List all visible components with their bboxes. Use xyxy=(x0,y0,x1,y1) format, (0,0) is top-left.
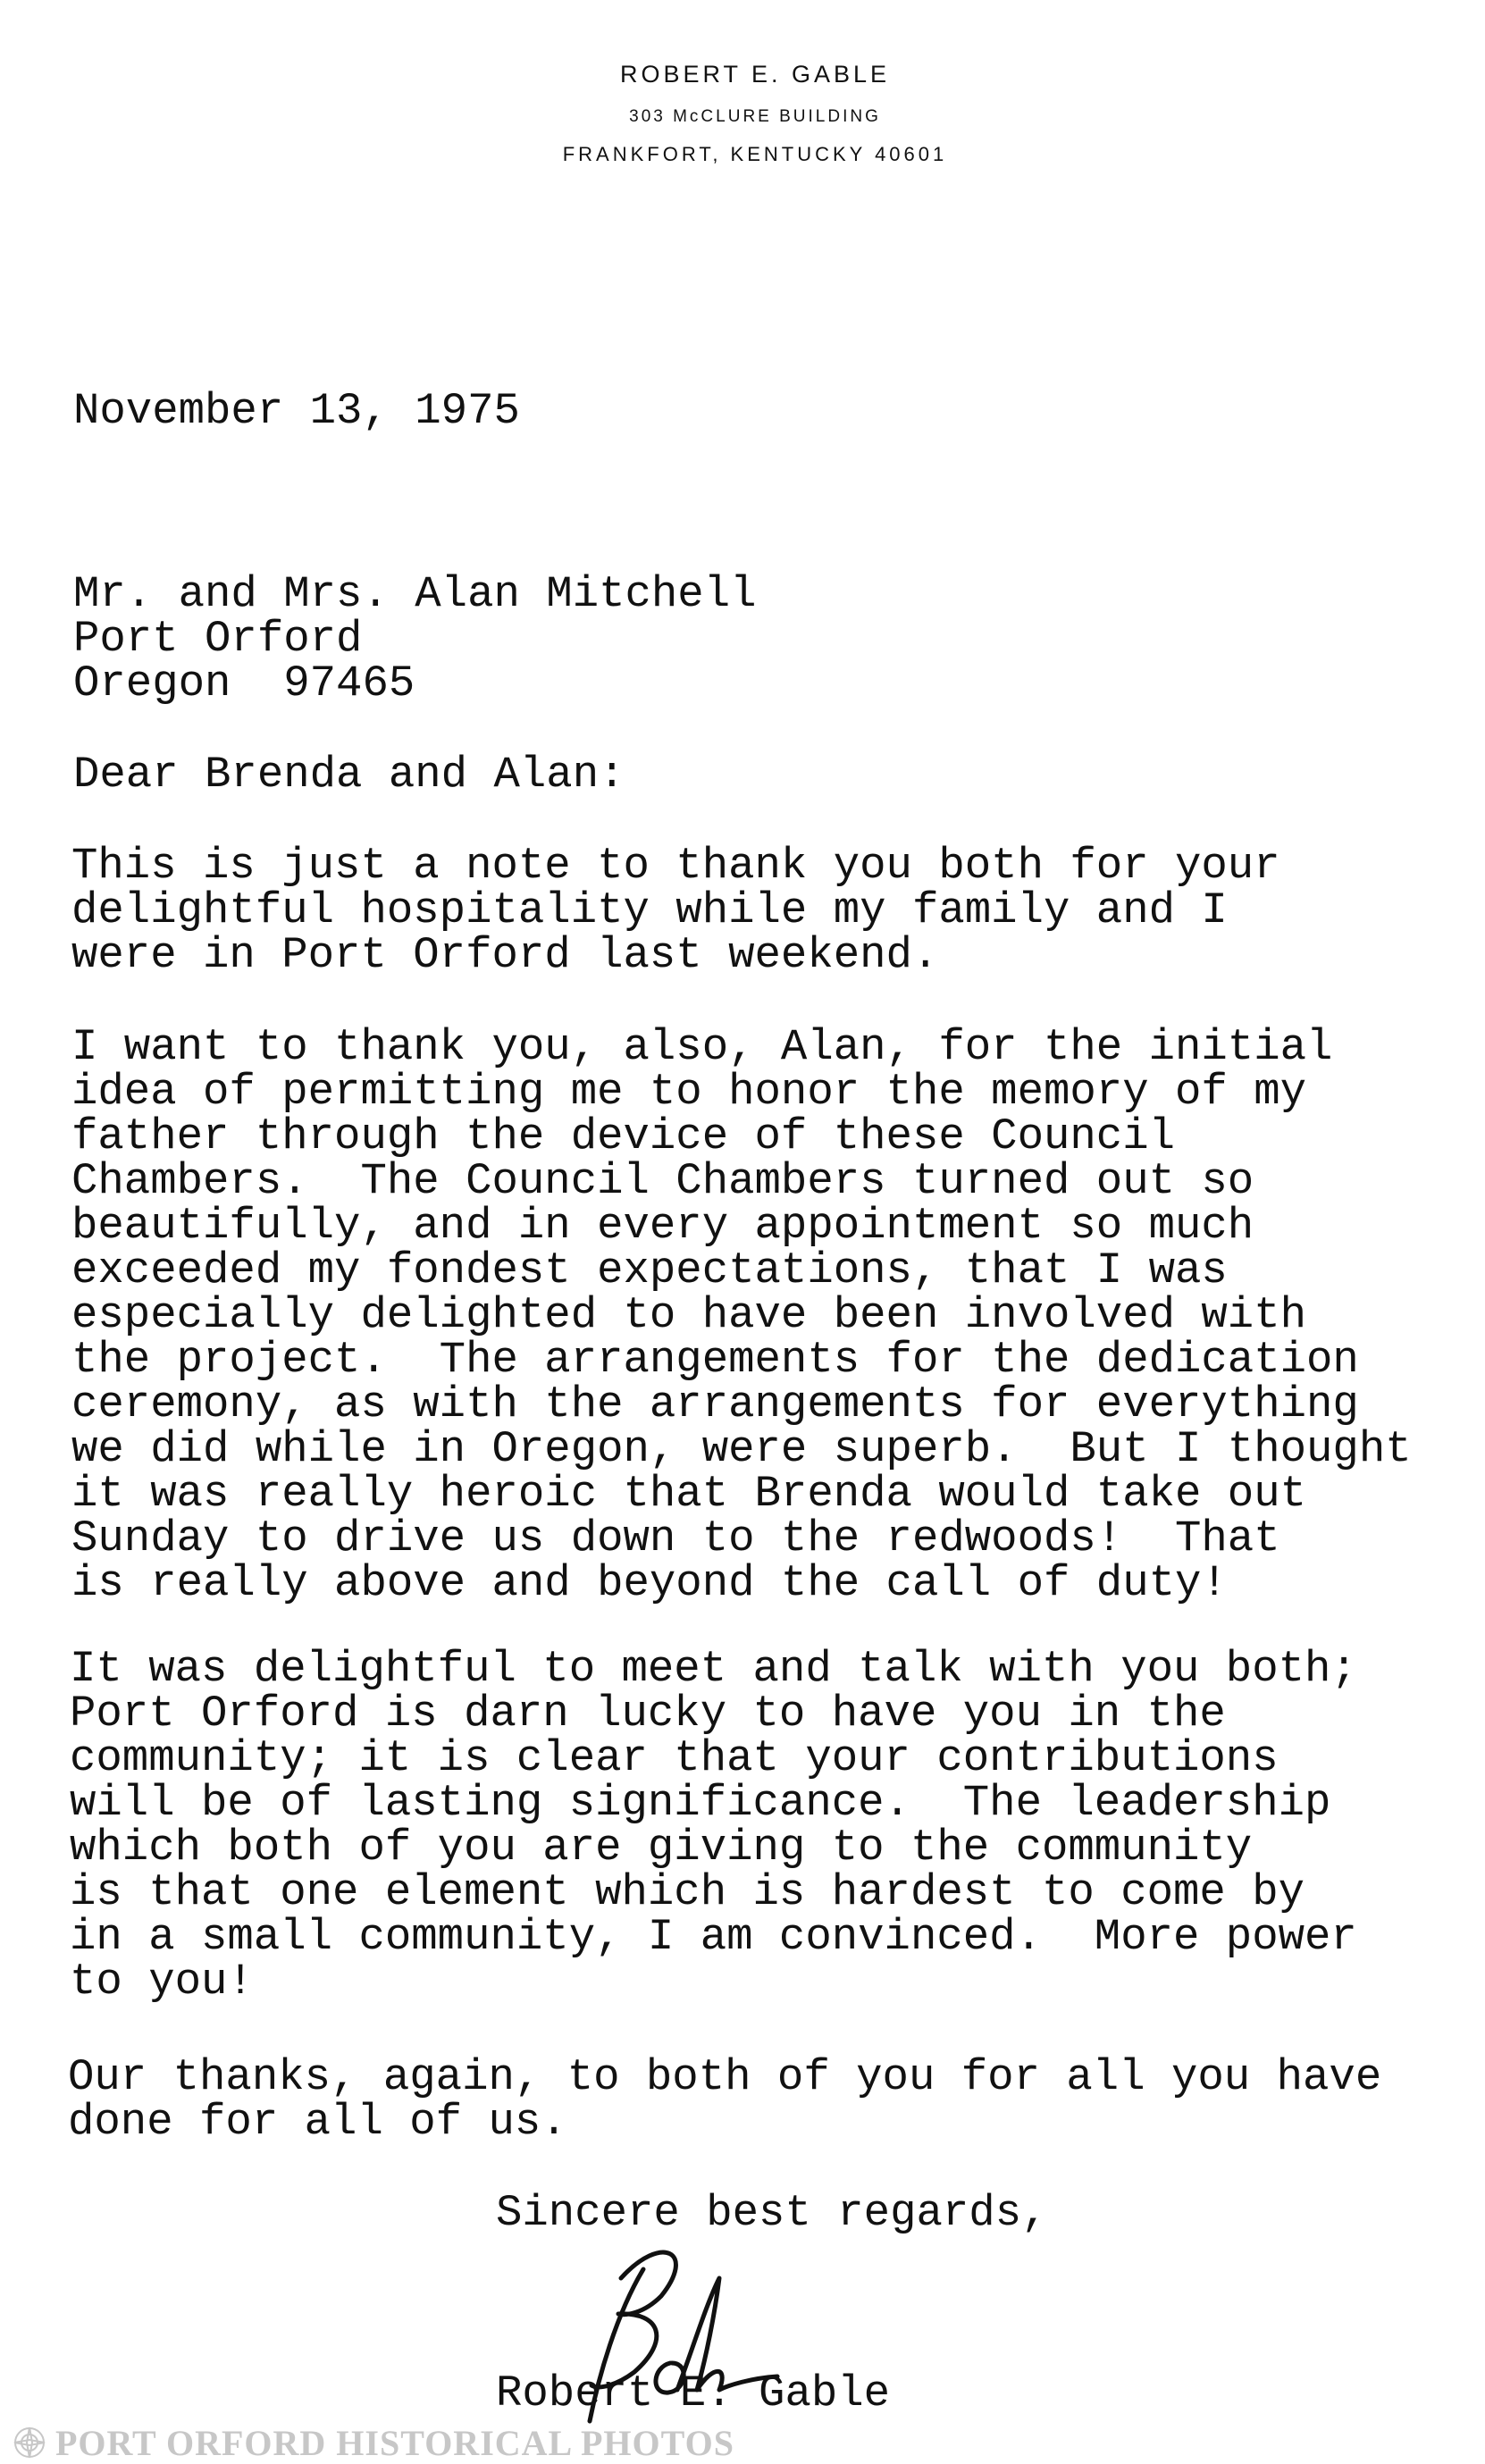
paragraph-1 xyxy=(71,841,1280,980)
letter-date: November 13, 1975 xyxy=(73,386,520,436)
paragraph-line: Port Orford is darn lucky to have you in the xyxy=(70,1689,1226,1739)
paragraph-line: Our thanks, again, to both of you for all you have xyxy=(68,2052,1382,2102)
paragraph-line: This is just a note to thank you both for your xyxy=(71,841,1280,891)
paragraph-3 xyxy=(70,1644,1357,2007)
paragraph-line: we did while in Oregon, were superb. But I thought xyxy=(71,1424,1412,1474)
paragraph-2 xyxy=(71,1022,1412,1608)
paragraph-line: exceeded my fondest expectations, that I was xyxy=(71,1245,1228,1295)
paragraph-line: I want to thank you, also, Alan, for the initial xyxy=(71,1022,1333,1072)
paragraph-line: It was delightful to meet and talk with you both; xyxy=(70,1644,1357,1694)
paragraph-line: community; it is clear that your contributions xyxy=(70,1733,1279,1783)
paragraph-line: especially delighted to have been involved with xyxy=(71,1290,1307,1340)
recipient-city: Port Orford xyxy=(73,614,363,664)
paragraph-line: is really above and beyond the call of duty! xyxy=(71,1558,1228,1608)
paragraph-line: Chambers. The Council Chambers turned out so xyxy=(71,1156,1254,1206)
paragraph-line: idea of permitting me to honor the memory of my xyxy=(71,1067,1307,1117)
paragraph-line: ceremony, as with the arrangements for everything xyxy=(71,1379,1359,1429)
paragraph-line: delightful hospitality while my family and I xyxy=(71,885,1228,935)
paragraph-line: is that one element which is hardest to come by xyxy=(70,1867,1305,1917)
paragraph-line: to you! xyxy=(70,1957,254,2007)
paragraph-line: the project. The arrangements for the dedication xyxy=(71,1335,1359,1385)
letterhead-building: 303 McCLURE BUILDING xyxy=(629,107,881,126)
salutation: Dear Brenda and Alan: xyxy=(73,750,625,800)
watermark xyxy=(13,2423,734,2462)
paragraph-line: beautifully, and in every appointment so much xyxy=(71,1201,1254,1251)
paragraph-line: will be of lasting significance. The leadership xyxy=(70,1778,1331,1828)
paragraph-line: father through the device of these Council xyxy=(71,1111,1176,1161)
paragraph-line: in a small community, I am convinced. More power xyxy=(70,1912,1357,1962)
watermark-text: PORT ORFORD HISTORICAL PHOTOS xyxy=(55,2422,734,2463)
paragraph-line: it was really heroic that Brenda would take out xyxy=(71,1469,1307,1519)
paragraph-4 xyxy=(68,2052,1382,2147)
closing: Sincere best regards, xyxy=(496,2188,1048,2238)
recipient-state-zip: Oregon 97465 xyxy=(73,658,415,708)
signer-name: Robert E. Gable xyxy=(496,2368,891,2418)
paragraph-line: which both of you are giving to the community xyxy=(70,1823,1253,1873)
letterhead-name: ROBERT E. GABLE xyxy=(619,61,891,88)
compass-rose-icon xyxy=(13,2426,46,2460)
paragraph-line: Sunday to drive us down to the redwoods! That xyxy=(71,1513,1280,1563)
recipient-name: Mr. and Mrs. Alan Mitchell xyxy=(73,569,757,619)
paragraph-line: were in Port Orford last weekend. xyxy=(71,930,939,980)
letterhead-city: FRANKFORT, KENTUCKY 40601 xyxy=(562,143,948,165)
paragraph-line: done for all of us. xyxy=(68,2097,567,2147)
